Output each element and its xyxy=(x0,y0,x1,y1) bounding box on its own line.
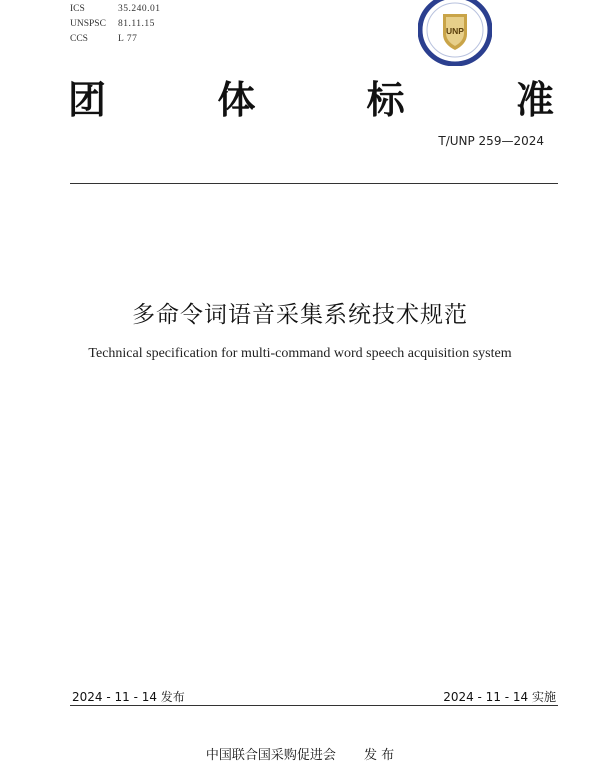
code-row-ics xyxy=(70,2,161,17)
code-row-unspsc xyxy=(70,17,161,32)
bottom-divider xyxy=(70,705,558,706)
code-label: ICS xyxy=(70,4,85,14)
publisher-action: 发 布 xyxy=(363,748,395,763)
code-value: 81.11.15 xyxy=(118,19,155,29)
effective-date: 2024 - 11 - 14 实施 xyxy=(443,690,556,704)
top-divider xyxy=(70,183,558,184)
code-value: 35.240.01 xyxy=(118,4,161,14)
publisher-name: 中国联合国采购促进会 xyxy=(205,748,336,763)
issue-date: 2024 - 11 - 14 发布 xyxy=(72,690,185,704)
standard-type-char: 标 xyxy=(366,78,405,122)
code-row-ccs xyxy=(70,32,161,47)
standard-type-char: 准 xyxy=(515,78,554,122)
code-label: CCS xyxy=(70,34,88,44)
title-chinese: 多命令词语音采集系统技术规范 xyxy=(132,302,468,328)
standard-type-char: 团 xyxy=(68,78,107,122)
standard-type-char: 体 xyxy=(217,78,256,122)
publisher-line xyxy=(0,744,600,763)
unp-logo-icon xyxy=(418,0,492,66)
code-label: UNSPSC xyxy=(70,19,106,29)
logo-text: UNP xyxy=(446,26,464,36)
standard-type-heading xyxy=(68,78,554,122)
classification-codes xyxy=(70,2,161,47)
code-value: L 77 xyxy=(118,34,138,44)
title-english: Technical specification for multi-command word speech acquisition system xyxy=(88,346,512,361)
standard-number: T/UNP 259—2024 xyxy=(438,134,544,148)
